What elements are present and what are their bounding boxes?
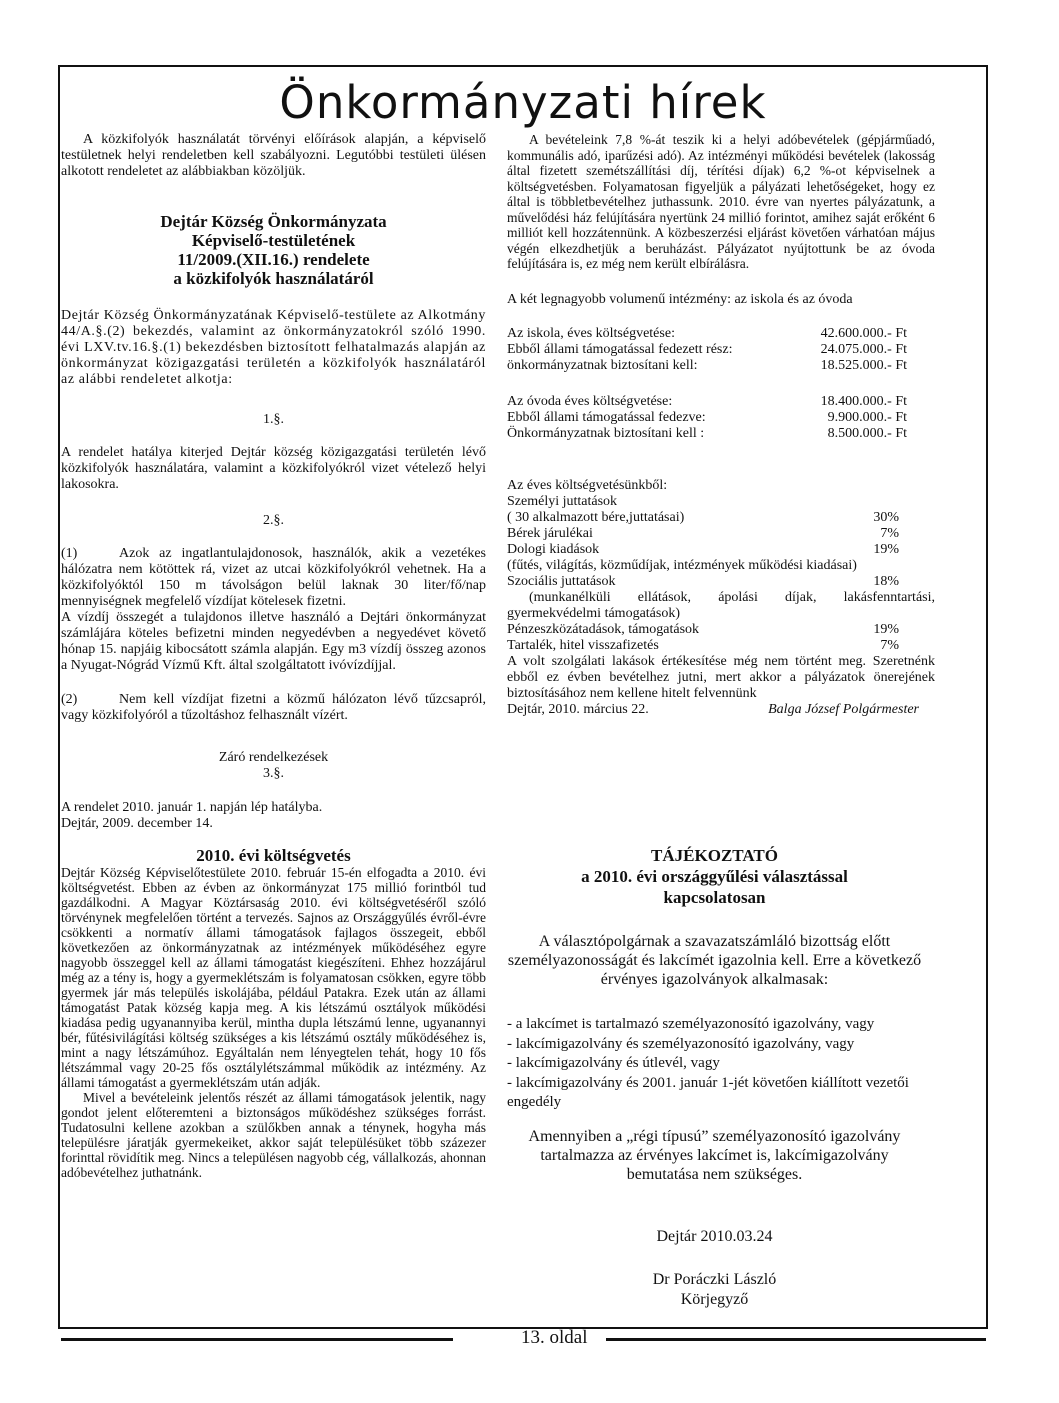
section-3-text: A rendelet 2010. január 1. napján lép hatályba. <box>61 800 323 815</box>
personal-expenses-label: Személyi juttatások <box>507 493 618 509</box>
left-column <box>61 132 486 1180</box>
budget-paragraph-1: Dejtár Község Képviselőtestülete 2010. február 15-én elfogadta a 2010. évi költségvetést. Ebben az évben az önkormányzat 175 millió forintból tud gazdálkodni. A Magyar Köztársaság 2010. évi költségvetéséről szóló törvénynek megfelelően történt a tervezés. Sajnos az Országgyűlés évről-évre csökkenti a normatív állami támogatások fajlagos összegeit, ebből következően az önkormányzatnak az intézmények működéséhez egyre nagyobb összeggel kell az állami támogatást kiegészíteni. Ehhez hozzájárul még az a tény is, hogy a gyermeklétszám is folyamatosan csökken, egyre több gyermek jár más település iskolájába, például Patakra. Ezek után az állami támogatást Patak község kapja meg. A kis létszámú osztályok működési kiadása pedig ugyanannyiba kerül, mintha dupla létszámú lenne, ugyanannyi bér, fűtésivilágítási költség szükséges a kis létszámú osztály működéséhez is, mint a nagy létszámúhoz. Egyáltalán nem lényegtelen tehát, hogy 10 fős létszámmal vagy 20-25 fős osztálylétszámmal működik az intézmény. Az állami támogatást a gyermeklétszám után adják. <box>61 865 486 1090</box>
decree-date: Dejtár, 2009. december 14. <box>61 816 213 831</box>
closing-provisions-title: Záró rendelkezések <box>218 750 329 765</box>
budget-line-label: ( 30 alkalmazott bére,juttatásai) <box>507 509 685 525</box>
info-date: Dejtár 2010.03.24 <box>656 1228 773 1245</box>
info-title-line: kapcsolatosan <box>663 888 766 907</box>
info-title <box>507 845 922 908</box>
section-2-number: 2.§. <box>263 513 284 528</box>
right-column <box>507 132 935 718</box>
page-number: 13. oldal <box>521 1327 588 1348</box>
footer-rule-left <box>61 1338 453 1341</box>
list-item: - lakcímigazolvány és személyazonosító igazolvány, vagy <box>507 1035 855 1052</box>
row-value: 42.600.000.- Ft <box>820 325 907 341</box>
section-1-number: 1.§. <box>263 412 284 427</box>
budget-line <box>507 542 899 558</box>
budget-line-percent: 19% <box>873 541 899 557</box>
budget-line-percent: 30% <box>873 509 899 525</box>
row-label: Önkormányzatnak biztosítani kell : <box>507 425 705 441</box>
id-document-list <box>507 1015 922 1113</box>
footer-rule-right <box>606 1338 986 1341</box>
list-item: - lakcímigazolvány és 2001. január 1-jét követően kiállított vezetői engedély <box>507 1074 909 1110</box>
table-row <box>507 410 907 426</box>
budget-line-label: Szociális juttatások <box>507 573 616 589</box>
budget-title: 2010. évi költségvetés <box>196 846 351 865</box>
info-paragraph-2: Amennyiben a „régi típusú” személyazonosító igazolvány tartalmazza az érvényes lakcímet is, lakcímigazolvány bemutatása nem szükséges. <box>528 1128 901 1183</box>
decree-heading-line: a közkifolyók használatáról <box>173 269 374 288</box>
budget-line <box>507 526 899 542</box>
budget-line <box>507 510 899 526</box>
list-item: - a lakcímet is tartalmazó személyazonosító igazolvány, vagy <box>507 1016 875 1032</box>
row-value: 18.525.000.- Ft <box>820 357 907 373</box>
section-2-paragraph-1-text: Azok az ingatlantulajdonosok, használók, akik a vezetékes hálózatra nem kötöttek rá, vizet az utcai közkifolyókról vehetnek. Ha a közkifolyóktól 150 m távolságon belül laknak 30 liter/fő/nap mennyiségnek megfelelő vízdíjat kötelesek fizetni. <box>61 546 486 609</box>
paragraph-number: (1) <box>61 546 78 561</box>
signature-line <box>507 702 927 718</box>
section-3-number: 3.§. <box>263 766 284 781</box>
closing-paragraph: A volt szolgálati lakások értékesítése még nem történt meg. Szeretnénk ebből ez évben bevételhez jutni, mert akkor a pályázatok önerejének biztosításához nem kellene hitelt felvennünk <box>507 653 935 701</box>
row-value: 18.400.000.- Ft <box>820 393 907 409</box>
social-note: (munkanélküli ellátások, ápolási díjak, lakásfenntartási, gyermekvédelmi támogatások) <box>507 589 935 621</box>
info-signer-name: Dr Poráczki László <box>652 1271 777 1288</box>
list-item: - lakcímigazolvány és útlevél, vagy <box>507 1055 720 1071</box>
budget-line <box>507 574 899 590</box>
budget-line <box>507 638 899 654</box>
preamble: Dejtár Község Önkormányzatának Képviselő-testülete az Alkotmány 44/A.§.(2) bekezdés, valamint az önkormányzatokról szóló 1990. évi LXV.tv.16.§.(1) bekezdésben biztosított felhatalmazás alapján az önkormányzat közigazgatási területén a közkifolyók használatáról az alábbi rendeletet alkotja: <box>61 308 486 387</box>
table-row <box>507 358 907 374</box>
budget-line-label: Pénzeszközátadások, támogatások <box>507 621 700 637</box>
decree-heading-line: Dejtár Község Önkormányzata <box>160 212 387 231</box>
page-footer <box>61 1327 986 1357</box>
section-1-text: A rendelet hatálya kiterjed Dejtár község közigazgatási területén lévő közkifolyók használatára, valamint a közkifolyókról vizet vételező helyi lakosokra. <box>61 445 486 492</box>
budget-line-label: Dologi kiadások <box>507 541 600 557</box>
material-note: (fűtés, világítás, közműdíjak, intézmények működési kiadásai) <box>507 557 857 573</box>
table-row <box>507 426 907 442</box>
paragraph-number: (2) <box>61 692 78 707</box>
intro-paragraph: A közkifolyók használatát törvényi előírások alapján, a képviselő testületnek helyi rendeletben kell szabályozni. Legutóbbi testületi ülésen alkotott rendeletet az alábbiakban közöljük. <box>61 132 486 179</box>
section-2-paragraph-1b: A vízdíj összegét a tulajdonos illetve használó a Dejtári önkormányzat számlájára köteles befizetni minden negyedévben a negyedévet követő hónap 15. napjáig kibocsátott számla alapján. Egy m3 vízdíj összeg azonos a Nyugat-Nógrád Vízmű Kft. által szolgáltatott ivóvízdíjjal. <box>61 610 486 673</box>
table-row <box>507 394 907 410</box>
budget-line-label: Bérek járulékai <box>507 525 593 541</box>
table-row <box>507 342 907 358</box>
section-2-paragraph-2-text: Nem kell vízdíjat fizetni a közmű hálózaton lévő tűzcsapról, vagy közkifolyóról a tűzoltáshoz felhasznált vízért. <box>61 692 486 723</box>
row-label: önkormányzatnak biztosítani kell: <box>507 357 698 373</box>
kindergarten-budget-table <box>507 394 907 442</box>
decree-heading-line: 11/2009.(XII.16.) rendelete <box>177 250 370 269</box>
row-value: 24.075.000.- Ft <box>820 341 907 357</box>
budget-line-group <box>507 574 899 590</box>
budget-paragraph-2: Mivel a bevételeink jelentős részét az állami támogatások jelentik, nagy gondot jelent előteremteni a biztonságos működéshez szükséges forrást. Tudatosulni kellene azokban a szülőkben annak a ténynek, hogyha más településre járatják gyermekeiket, akkor saját településüket több százezer forinttal rövidítik meg. Nincs a településen nagyobb cég, vállalkozás, ahonnan adóbevételhez juthatnánk. <box>61 1090 486 1180</box>
row-label: Ebből állami támogatással fedezve: <box>507 409 706 425</box>
info-signer-role: Körjegyző <box>680 1291 749 1308</box>
decree-heading-line: Képviselő-testületének <box>191 231 356 250</box>
info-title-line: TÁJÉKOZTATÓ <box>651 846 778 865</box>
table-row <box>507 326 907 342</box>
budget-line-percent: 18% <box>873 573 899 589</box>
row-label: Az iskola, éves költségvetése: <box>507 325 675 341</box>
annual-budget-title: Az éves költségvetésünkből: <box>507 477 668 493</box>
signature-name: Balga József Polgármester <box>768 701 919 717</box>
annual-budget-breakdown <box>507 478 899 558</box>
budget-line <box>507 622 899 638</box>
signature-date: Dejtár, 2010. március 22. <box>507 701 649 717</box>
info-paragraph-1: A választópolgárnak a szavazatszámláló bizottság előtt személyazonosságát és lakcímét igazolnia kell. Erre a következő érvényes igazolványok alkalmasak: <box>507 933 922 988</box>
budget-line-label: Tartalék, hitel visszafizetés <box>507 637 659 653</box>
page-title: Önkormányzati hírek <box>279 76 767 129</box>
row-label: Ebből állami támogatással fedezett rész: <box>507 341 733 357</box>
row-value: 9.900.000.- Ft <box>827 409 907 425</box>
decree-heading <box>61 212 486 288</box>
budget-line-percent: 19% <box>873 621 899 637</box>
budget-line-percent: 7% <box>880 525 899 541</box>
budget-line-percent: 7% <box>880 637 899 653</box>
institutions-title: A két legnagyobb volumenű intézmény: az iskola és az óvoda <box>507 291 853 307</box>
budget-line-group <box>507 622 899 654</box>
row-value: 8.500.000.- Ft <box>827 425 907 441</box>
revenue-paragraph: A bevételeink 7,8 %-át teszik ki a helyi adóbevételek (gépjárműadó, kommunális adó, iparűzési adó). Az intézményi működési bevételek (lakosság által fizetett szemétszállítási díj, térítési díjak) 6,2 %-ot képviselnek a költségvetésben. Folyamatosan figyeljük a pályázati lehetőségeket, hogy ez által is többletbevételhez juthassunk. 2010. évre van nyertes pályázatunk, a művelődési ház felújítására nyertünk 24 millió forintot, amihez saját erőként 6 milliót kell hozzátennünk. A közbeszerzési eljárást követően várhatóan május végén elkezdhetjük a beruházást. Pályázatot nyújtottunk be az óvoda felújítására is, ez még nem került elbírálásra. <box>507 132 935 271</box>
info-title-line: a 2010. évi országgyűlési választással <box>581 867 848 886</box>
school-budget-table <box>507 326 907 374</box>
row-label: Az óvoda éves költségvetése: <box>507 393 673 409</box>
